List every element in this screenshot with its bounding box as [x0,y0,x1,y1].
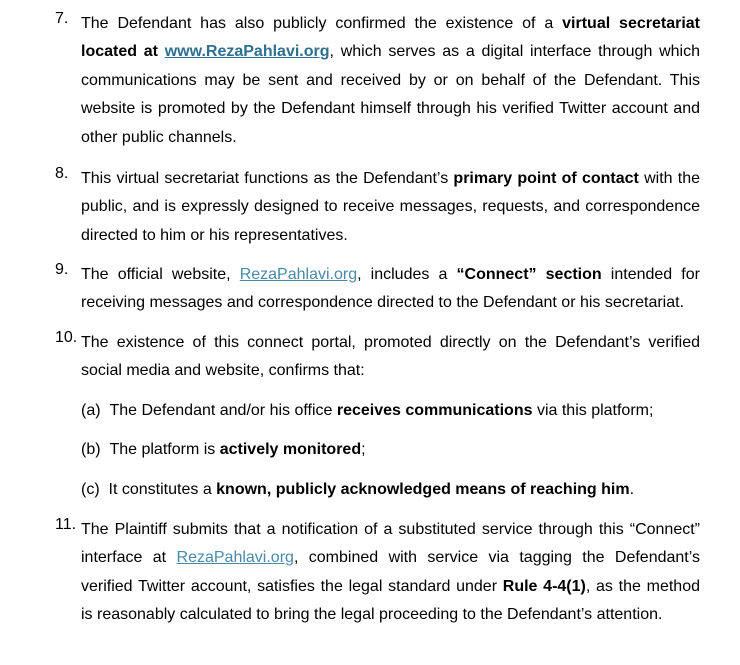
bold-text: Rule 4-4(1) [502,577,586,595]
website-link[interactable]: RezaPahlavi.org [239,266,358,283]
paragraph-10 [55,329,700,386]
paragraph-9 [55,261,700,318]
text-run: ; [361,441,366,458]
text-run: via this platform; [532,402,654,419]
text-run: The Defendant and/or his office [109,402,337,419]
text-run: . [629,481,635,498]
bold-text: “Connect” section [456,266,602,283]
website-link[interactable]: www.RezaPahlavi.org [164,43,330,61]
sub-item-label: (b) [81,441,101,458]
paragraph-number: 8. [55,165,69,182]
sub-item-a [81,397,700,425]
text-run: This virtual secretariat functions as the Defendant’s [81,170,454,187]
paragraph-text [81,261,700,318]
paragraph-number: 7. [55,10,69,27]
paragraph-8 [55,165,700,250]
text-run: , as the method is reasonably calculated to bring the legal proceeding to the Defendant’s attention. [81,577,701,624]
bold-text: receives communications [336,402,533,419]
paragraph-text [81,329,700,386]
text-run: The existence of this connect portal, promoted directly on the Defendant’s verified social media and website, confirms that: [81,334,700,380]
text-run: intended for receiving messages and correspondence directed to the Defendant or his secretariat. [81,266,700,312]
bold-text: virtual secretariat located at [81,15,701,61]
text-run: The Plaintiff submits that a notification of a substituted service through this “Connect” interface at [81,521,700,567]
text-run: It constitutes a [108,481,217,498]
paragraph-text [81,165,700,250]
sub-item-c [81,476,700,504]
text-run: , combined with service via tagging the Defendant’s verified Twitter account, satisfies the legal standard under [81,549,701,595]
text-run: with the public, and is expressly designed to receive messages, requests, and correspondence directed to him or his representatives. [81,170,701,244]
bold-text: primary point of contact [453,170,639,187]
sub-item-label: (a) [81,402,101,419]
paragraph-number: 9. [55,261,69,278]
paragraph-number: 10. [55,329,78,346]
text-run: , which serves as a digital interface through which communications may be sent and received by or on behalf of the Defendant. This website is promoted by the Defendant himself through his verified Twitter account and other public channels. [81,43,700,146]
bold-text: actively monitored [219,441,362,458]
paragraph-text [81,516,700,630]
paragraph-7 [55,10,700,152]
bold-text: known, publicly acknowledged means of reaching him [216,481,630,498]
paragraph-11 [55,516,700,630]
paragraph-text [81,10,700,152]
text-run: The official website, [81,266,240,283]
text-run: The platform is [109,441,220,458]
sub-item-b [81,436,700,464]
text-run: , includes a [357,266,457,283]
website-link[interactable]: RezaPahlavi.org [176,549,294,567]
paragraph-number: 11. [55,516,77,533]
sub-item-label: (c) [81,481,100,498]
text-run: The Defendant has also publicly confirmed the existence of a [81,15,563,32]
